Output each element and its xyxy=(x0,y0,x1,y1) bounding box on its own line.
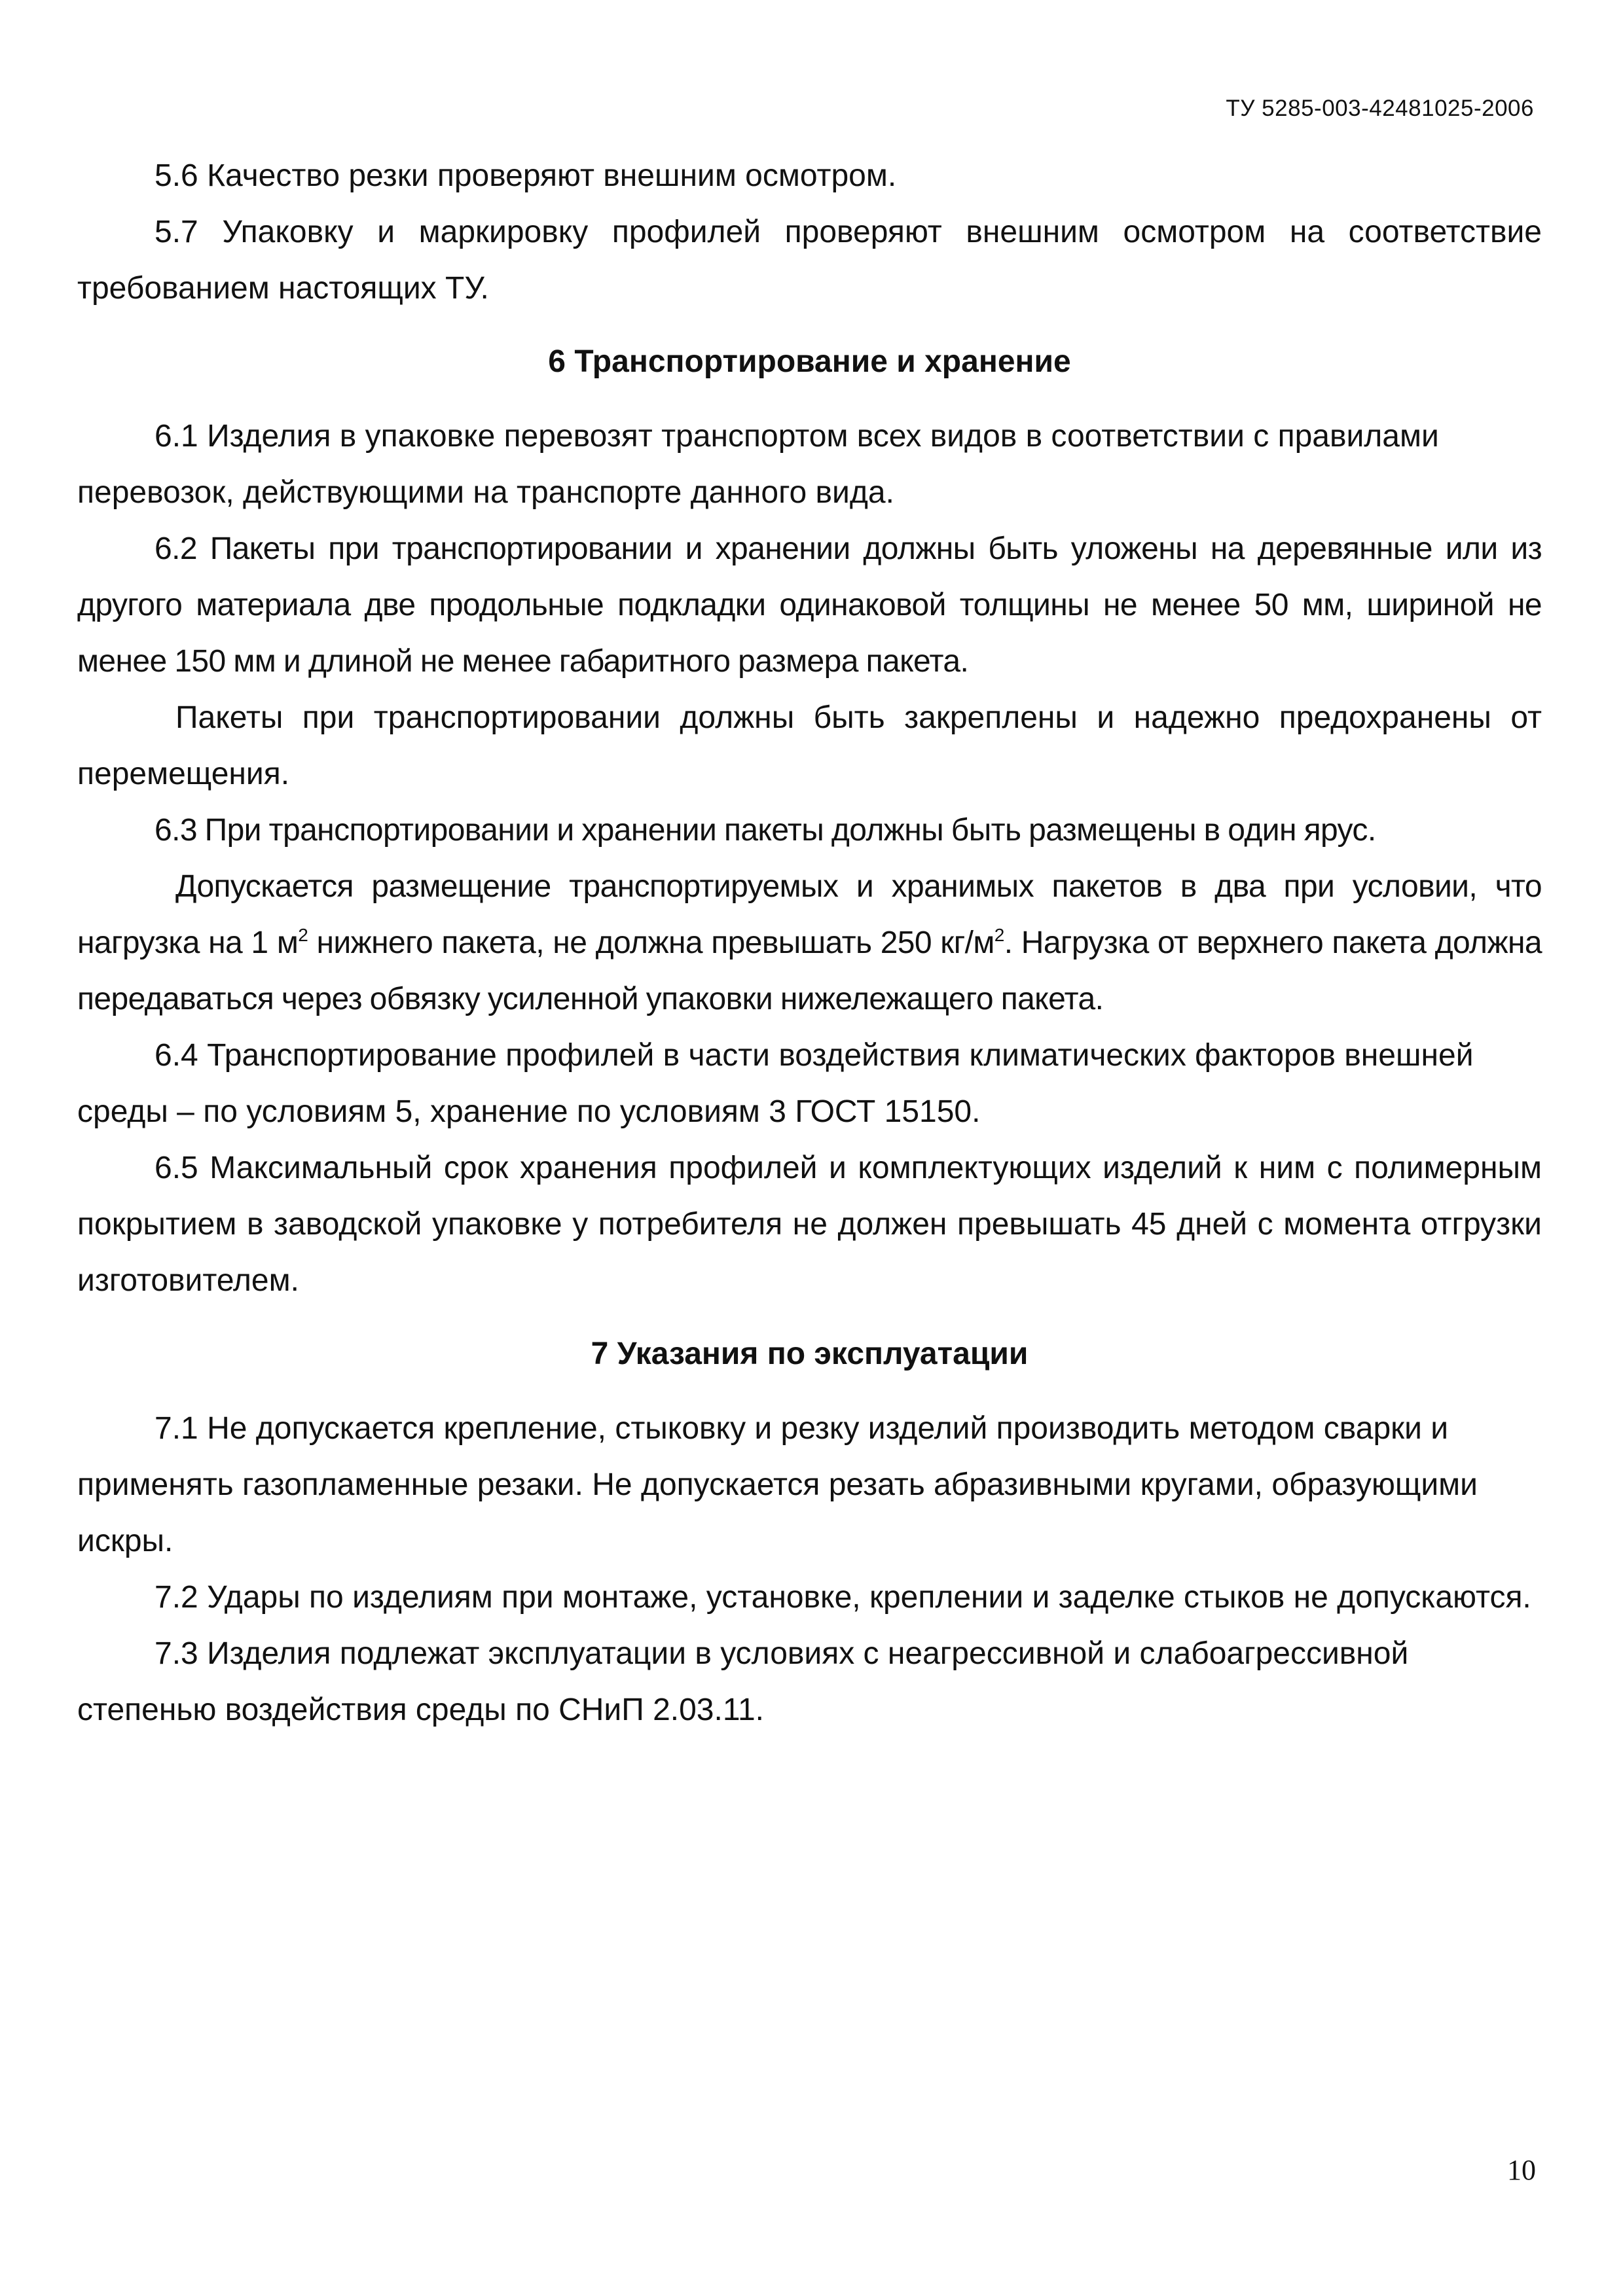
paragraph-5-7: 5.7 Упаковку и маркировку профилей проверяют внешним осмотром на соответствие требованием настоящих ТУ. xyxy=(77,215,1542,306)
square-superscript-2: 2 xyxy=(994,925,1004,945)
paragraph-7-2: 7.2 Удары по изделиям при монтаже, установке, креплении и заделке стыков не допускаются. xyxy=(155,1580,1531,1615)
paragraph-7-1: 7.1 Не допускается крепление, стыковку и резку изделий производить методом сварки и применять газопламенные резаки. Не допускается резать абразивными кругами, образующими искры. xyxy=(77,1411,1478,1558)
paragraph-6-4: 6.4 Транспортирование профилей в части воздействия климатических факторов внешней среды – по условиям 5, хранение по условиям 3 ГОСТ 15150. xyxy=(77,1038,1474,1129)
paragraph-6-5: 6.5 Максимальный срок хранения профилей и комплектующих изделий к ним с полимерным покрытием в заводской упаковке у потребителя не должен превышать 45 дней с момента отгрузки изготовителем. xyxy=(77,1151,1542,1298)
paragraph-6-2: 6.2 Пакеты при транспортировании и хранении должны быть уложены на деревянные или из другого материала две продольные подкладки одинаковой толщины не менее 50 мм, шириной не менее 150 мм и длиной не менее габаритного размера пакета. xyxy=(77,531,1542,679)
document-code: ТУ 5285-003-42481025-2006 xyxy=(1226,96,1534,121)
paragraph-7-3: 7.3 Изделия подлежат эксплуатации в условиях с неагрессивной и слабоагрессивной степенью воздействия среды по СНиП 2.03.11. xyxy=(77,1636,1409,1727)
section-6-heading: 6 Транспортирование и хранение xyxy=(548,344,1071,379)
page-number: 10 xyxy=(1507,2154,1536,2186)
paragraph-6-3: 6.3 При транспортировании и хранении пакеты должны быть размещены в один ярус. xyxy=(155,813,1376,848)
load-text-part-3: . Нагрузка от верхнего пакета должна передаваться через обвязку усиленной упаковки нижележащего пакета. xyxy=(77,925,1542,1016)
paragraph-6-2-continued: Пакеты при транспортировании должны быть закреплены и надежно предохранены от перемещения. xyxy=(77,700,1542,791)
document-body xyxy=(77,148,1542,1738)
paragraph-6-1: 6.1 Изделия в упаковке перевозят транспортом всех видов в соответствии с правилами перевозок, действующими на транспорте данного вида. xyxy=(77,419,1439,510)
paragraph-5-6: 5.6 Качество резки проверяют внешним осмотром. xyxy=(155,158,897,193)
load-text-part-1: Допускается размещение транспортируемых и хранимых пакетов в два при условии, что нагрузка на 1 м xyxy=(77,869,1542,960)
square-superscript-1: 2 xyxy=(298,925,308,945)
load-text-part-2: нижнего пакета, не должна превышать 250 кг/м xyxy=(308,925,994,960)
section-7-heading: 7 Указания по эксплуатации xyxy=(591,1336,1029,1371)
paragraph-6-3-continued xyxy=(77,859,1542,1028)
